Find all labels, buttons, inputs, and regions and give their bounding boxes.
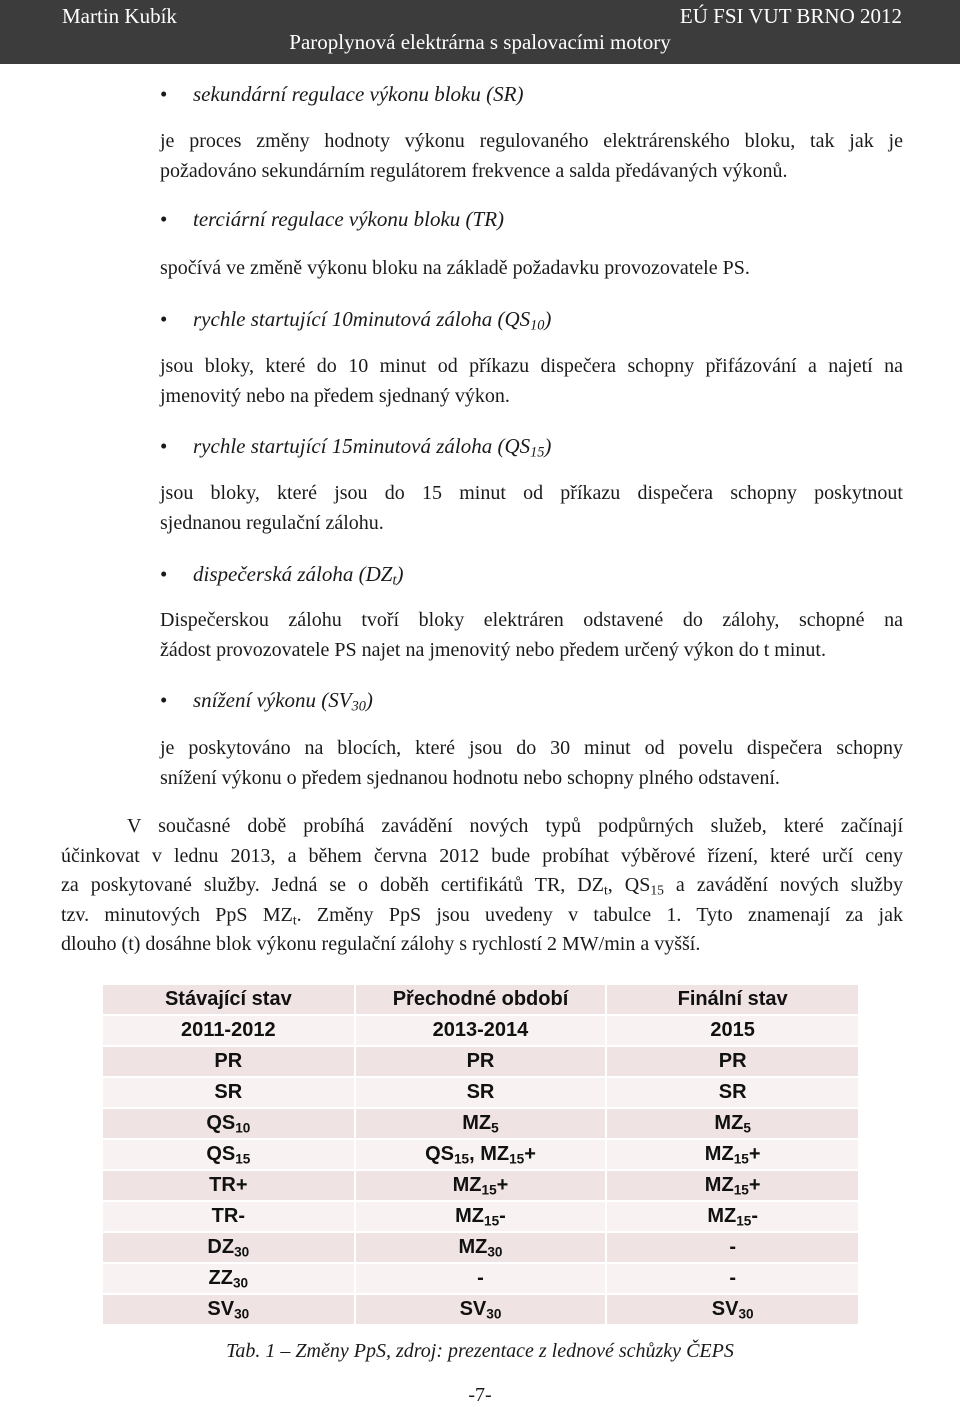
table-cell: SR xyxy=(355,1077,607,1108)
table-row xyxy=(103,1139,858,1170)
main-line: účinkovat v lednu 2013, a během června 2012 bude probíhat výběrové řízení, které určí ceny xyxy=(61,844,903,867)
table-period-row xyxy=(103,1015,858,1046)
paragraph-line: je proces změny hodnoty výkonu regulovaného elektrárenského bloku, tak jak je xyxy=(160,130,903,152)
main-line: za poskytované služby. Jedná se o doběh certifikátů TR, $DZ_t$, $QS_{15}$ a zavádění nových služby xyxy=(61,874,903,898)
page-number: -7- xyxy=(468,1384,492,1406)
bullet-dot-icon: • xyxy=(160,207,168,231)
paragraph-line: jsou bloky, které do 10 minut od příkazu dispečera schopny přifázování a najetí na xyxy=(160,355,903,377)
table-cell: TR+ xyxy=(103,1170,355,1201)
paragraph-qs15 xyxy=(160,479,903,538)
main-line: tzv. minutových PpS $MZ_t$. Změny PpS jsou uvedeny v tabulce 1. Tyto znamenají za jak xyxy=(61,903,903,927)
paragraph-line: žádost provozovatele PS najet na jmenovitý nebo předem určený výkon do t minut. xyxy=(160,638,826,661)
table-cell: $MZ_5$ xyxy=(355,1108,607,1139)
bullet-label: dispečerská záloha $(DZ_t)$ xyxy=(193,562,404,589)
table-period-cell: 2015 xyxy=(606,1015,858,1046)
table-cell: - xyxy=(606,1263,858,1294)
paragraph-line: je poskytováno na blocích, které jsou do 30 minut od povelu dispečera schopny xyxy=(160,737,903,759)
table-header-cell: Stávající stav xyxy=(103,985,355,1015)
paragraph-line: požadováno sekundárním regulátorem frekvence a salda předávaných výkonů. xyxy=(160,159,788,182)
table-period-cell: 2011-2012 xyxy=(103,1015,355,1046)
table-cell: - xyxy=(606,1232,858,1263)
table-row xyxy=(103,1294,858,1325)
bullet-dot-icon: • xyxy=(160,82,168,106)
paragraph-qs10 xyxy=(160,352,903,411)
table-period-cell: 2013-2014 xyxy=(355,1015,607,1046)
table-row xyxy=(103,1046,858,1077)
paragraph-line: jmenovitý nebo na předem sjednaný výkon. xyxy=(160,384,510,407)
paragraph-dzt xyxy=(160,606,903,665)
table-cell: PR xyxy=(606,1046,858,1077)
table-cell: $SV_{30}$ xyxy=(606,1294,858,1325)
paragraph-tr xyxy=(160,254,903,284)
table-cell: $MZ_{30}$ xyxy=(355,1232,607,1263)
table-cell: PR xyxy=(103,1046,355,1077)
paragraph-line: spočívá ve změně výkonu bloku na základě požadavku provozovatele PS. xyxy=(160,257,750,279)
bullet-label: terciární regulace výkonu bloku (TR) xyxy=(193,207,505,231)
bullet-dot-icon: • xyxy=(160,434,168,458)
bullet-dot-icon: • xyxy=(160,562,168,586)
table-cell: $SV_{30}$ xyxy=(103,1294,355,1325)
paragraph-sr xyxy=(160,127,903,186)
paragraph-line: snížení výkonu o předem sjednanou hodnotu nebo schopny plného odstavení. xyxy=(160,766,780,789)
table-row xyxy=(103,1170,858,1201)
table-row xyxy=(103,1201,858,1232)
paragraph-line: Dispečerskou zálohu tvoří bloky elektráren odstavené do zálohy, schopné na xyxy=(160,609,903,631)
table-cell: $QS_{15}$ xyxy=(103,1139,355,1170)
header-title: Paroplynová elektrárna s spalovacími motory xyxy=(289,30,671,54)
bullet-label: snížení výkonu $(SV_{30})$ xyxy=(193,688,373,715)
table-cell: PR xyxy=(355,1046,607,1077)
paragraph-line: jsou bloky, které jsou do 15 minut od příkazu dispečera schopny poskytnout xyxy=(160,482,903,504)
table-cell: SR xyxy=(606,1077,858,1108)
table-cell: $DZ_{30}$ xyxy=(103,1232,355,1263)
table-row xyxy=(103,1077,858,1108)
table-cell: $MZ_{15}+$ xyxy=(606,1139,858,1170)
table-header-cell: Finální stav xyxy=(606,985,858,1015)
table-cell: $QS_{10}$ xyxy=(103,1108,355,1139)
main-line: V současné době probíhá zavádění nových typů podpůrných služeb, které začínají xyxy=(127,815,903,837)
pps-changes-table xyxy=(103,985,858,1326)
table-cell: $SV_{30}$ xyxy=(355,1294,607,1325)
main-paragraph xyxy=(61,812,903,960)
table-cell: $MZ_{15}+$ xyxy=(355,1170,607,1201)
table-row xyxy=(103,1263,858,1294)
table-row xyxy=(103,1108,858,1139)
main-line: dlouho (t) dosáhne blok výkonu regulační zálohy s rychlostí 2 MW/min a vyšší. xyxy=(61,933,701,955)
table-caption: Tab. 1 – Změny PpS, zdroj: prezentace z lednové schůzky ČEPS xyxy=(226,1340,734,1362)
bullet-label: sekundární regulace výkonu bloku (SR) xyxy=(193,82,524,106)
paragraph-sv30 xyxy=(160,734,903,793)
page-header xyxy=(0,0,960,64)
header-author: Martin Kubík xyxy=(62,4,177,28)
bullet-label: rychle startující 10minutová záloha $(QS_{10})$ xyxy=(193,307,552,334)
table-cell: $MZ_5$ xyxy=(606,1108,858,1139)
bullet-dot-icon: • xyxy=(160,307,168,331)
table-cell: - xyxy=(355,1263,607,1294)
header-school: EÚ FSI VUT BRNO 2012 xyxy=(679,4,902,28)
table-cell: $ZZ_{30}$ xyxy=(103,1263,355,1294)
table-row xyxy=(103,1232,858,1263)
table-cell: $MZ_{15}-$ xyxy=(355,1201,607,1232)
paragraph-line: sjednanou regulační zálohu. xyxy=(160,511,384,534)
table-header-cell: Přechodné období xyxy=(355,985,607,1015)
table-cell: $MZ_{15}-$ xyxy=(606,1201,858,1232)
bullet-label: rychle startující 15minutová záloha $(QS_{15})$ xyxy=(193,434,552,461)
bullet-dot-icon: • xyxy=(160,688,168,712)
table-header-row xyxy=(103,985,858,1015)
table-cell: $MZ_{15}+$ xyxy=(606,1170,858,1201)
table-cell: SR xyxy=(103,1077,355,1108)
table-cell: $QS_{15}$, $MZ_{15}+$ xyxy=(355,1139,607,1170)
table-cell: TR- xyxy=(103,1201,355,1232)
